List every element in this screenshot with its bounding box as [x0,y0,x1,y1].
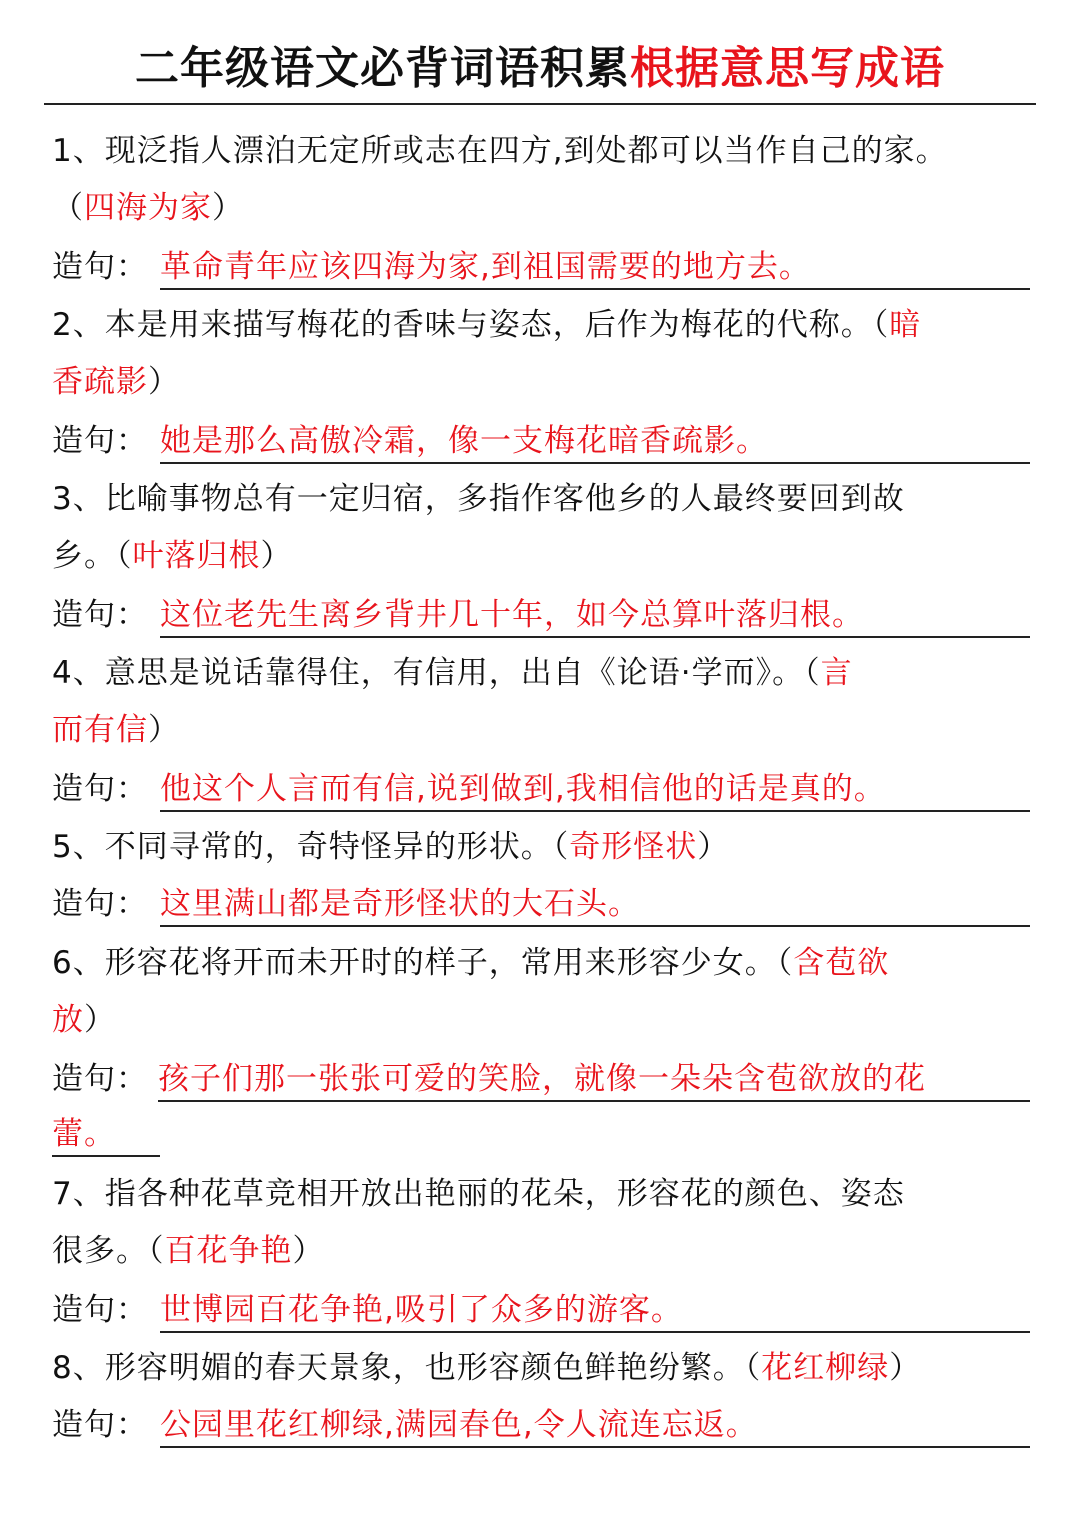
item-5-sentence-line [52,881,1037,927]
item-8-sentence-line [52,1402,1037,1448]
item-6-answer-line: 放） [52,1002,116,1038]
item-2-answer-start: 暗 [889,307,922,343]
item-3-sentence: 这位老先生离乡背井几十年，如今总算叶落归根。 [160,592,1030,638]
sentence-label: 造句： [52,597,148,633]
item-4-question: 4、意思是说话靠得住，有信用，出自《论语·学而》。（言 [52,655,853,691]
sentence-label: 造句： [52,1292,148,1328]
item-6-sentence-end: 蕾。 [52,1111,160,1157]
item-4-sentence-line [52,766,1037,812]
sentence-label: 造句： [52,886,148,922]
item-7-question: 7、指各种花草竞相开放出艳丽的花朵，形容花的颜色、姿态 [52,1176,905,1212]
sentence-label: 造句： [52,1407,148,1443]
item-2-sentence-line [52,418,1037,464]
item-4-answer-start: 言 [820,655,853,691]
item-2-sentence: 她是那么高傲冷霜，像一支梅花暗香疏影。 [160,418,1030,464]
item-3-answer: 叶落归根 [132,538,261,574]
item-6-sentence-cont [52,1111,1037,1157]
title-main: 二年级语文必背词语积累 [135,43,630,94]
item-3-sentence-line [52,592,1037,638]
item-6-answer-end: 放 [52,1002,84,1038]
item-3-question-cont: 乡。（叶落归根） [52,538,293,574]
page-title [44,38,1036,100]
item-6-sentence-line [52,1056,1037,1102]
title-highlight: 根据意思写成语 [630,43,945,94]
item-6-answer-start: 含苞欲 [793,945,890,981]
item-7-answer: 百花争艳 [164,1233,293,1269]
item-1-answer: 四海为家 [84,190,212,226]
item-4-answer-end: 而有信 [52,712,148,748]
item-2-answer-end: 香疏影 [52,364,148,400]
sentence-label: 造句： [52,423,148,459]
item-1-sentence: 革命青年应该四海为家,到祖国需要的地方去。 [160,244,1030,290]
item-8-question: 8、形容明媚的春天景象，也形容颜色鲜艳纷繁。（花红柳绿） [52,1350,922,1386]
item-6-sentence: 孩子们那一张张可爱的笑脸，就像一朵朵含苞欲放的花 [158,1056,1030,1102]
item-1-sentence-line [52,244,1037,290]
item-5-question: 5、不同寻常的，奇特怪异的形状。（奇形怪状） [52,829,730,865]
item-4-sentence: 他这个人言而有信,说到做到,我相信他的话是真的。 [160,766,1030,812]
item-1-answer-line: （四海为家） [52,190,244,226]
item-5-sentence: 这里满山都是奇形怪状的大石头。 [160,881,1030,927]
item-8-sentence: 公园里花红柳绿,满园春色,令人流连忘返。 [160,1402,1030,1448]
title-underline [44,103,1036,105]
item-7-sentence-line [52,1287,1037,1333]
item-5-answer: 奇形怪状 [569,829,698,865]
sentence-label: 造句： [52,771,148,807]
item-2-question: 2、本是用来描写梅花的香味与姿态，后作为梅花的代称。（暗 [52,307,922,343]
item-4-answer-line: 而有信） [52,712,180,748]
item-6-question: 6、形容花将开而未开时的样子，常用来形容少女。（含苞欲 [52,945,890,981]
item-2-answer-line: 香疏影） [52,364,180,400]
item-7-sentence: 世博园百花争艳,吸引了众多的游客。 [160,1287,1030,1333]
item-8-answer: 花红柳绿 [761,1350,890,1386]
sentence-label: 造句： [52,1061,148,1097]
item-3-question: 3、比喻事物总有一定归宿，多指作客他乡的人最终要回到故 [52,481,905,517]
item-7-question-cont: 很多。（百花争艳） [52,1233,325,1269]
item-1-question: 1、现泛指人漂泊无定所或志在四方,到处都可以当作自己的家。 [52,133,948,169]
sentence-label: 造句： [52,249,148,285]
